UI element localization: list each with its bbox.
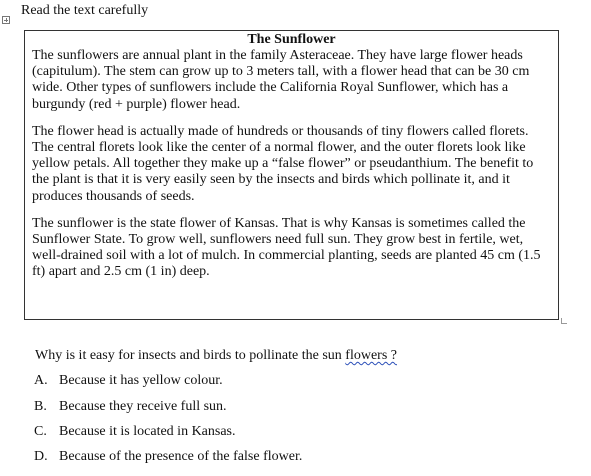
passage-paragraph-1: The sunflowers are annual plant in the family Asteraceae. They have large flower heads (capitulum). The stem can grow up to 3 meters tall, with a flower head that can be 30 cm wide. Other types of sunflowers include the California Royal Sunflower, which has a burgundy (red + purple) flower head. <box>32 48 530 112</box>
option-c[interactable] <box>34 423 236 440</box>
option-text: Because it has yellow colour. <box>59 373 223 388</box>
option-text: Because it is located in Kansas. <box>59 424 236 439</box>
option-letter: A. <box>34 373 48 388</box>
spelling-flagged-word[interactable]: flowers ? <box>345 348 397 363</box>
option-letter: B. <box>34 399 47 414</box>
option-d[interactable] <box>34 448 302 465</box>
option-a[interactable] <box>34 372 223 389</box>
passage-title: The Sunflower <box>247 32 336 47</box>
option-letter: D. <box>34 449 48 464</box>
passage-paragraph-2: The flower head is actually made of hundreds or thousands of tiny flowers called florets. The central florets look like the center of a normal flower, and the outer florets look like yellow petals. All together they make up a “false flower” or pseudanthium. The benefit to the plant is that it is very easily seen by the insects and birds which pollinate it, and it produces thousands of seeds. <box>32 123 534 204</box>
question-main: Why is it easy for insects and birds to pollinate the sun <box>35 348 346 363</box>
table-resize-handle-icon[interactable] <box>561 318 567 324</box>
passage-paragraph-3: The sunflower is the state flower of Kansas. That is why Kansas is sometimes called the Sunflower State. To grow well, sunflowers need full sun. They grow best in fertile, wet, well-drained soil with a lot of mulch. In commercial planting, seeds are planted 45 cm (1.5 ft) apart and 2.5 cm (1 in) deep. <box>32 215 541 280</box>
table-anchor-icon[interactable] <box>2 16 10 24</box>
option-text: Because of the presence of the false flower. <box>59 449 303 464</box>
instruction-text: Read the text carefully <box>21 3 149 18</box>
option-text: Because they receive full sun. <box>59 399 227 414</box>
option-b[interactable] <box>34 398 227 415</box>
question-text <box>35 347 397 364</box>
option-letter: C. <box>34 424 47 439</box>
passage-box <box>24 30 559 320</box>
